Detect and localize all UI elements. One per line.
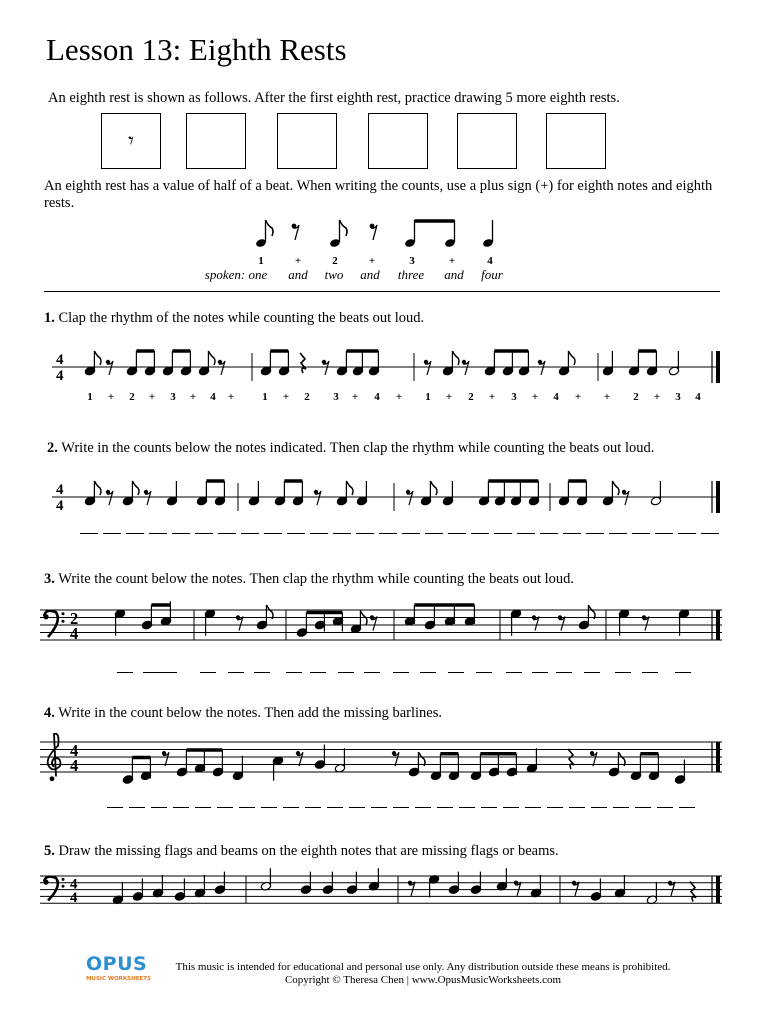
eighth-rest-icon: 𝄾	[128, 128, 134, 153]
exercise-1-count: +	[445, 391, 453, 403]
answer-blank[interactable]	[241, 533, 259, 534]
exercise-text: Write the count below the notes. Then clap the rhythm while counting the beats out loud.	[58, 571, 575, 587]
note-flag	[588, 605, 595, 619]
answer-blank[interactable]	[356, 533, 374, 534]
answer-blank[interactable]	[393, 672, 409, 673]
answer-blank[interactable]	[678, 533, 696, 534]
example-count: +	[368, 255, 376, 267]
answer-blank[interactable]	[151, 807, 167, 808]
answer-blank[interactable]	[632, 533, 650, 534]
quarter-rest	[568, 749, 574, 769]
exercise-1-count: 4	[695, 391, 701, 403]
answer-blank[interactable]	[217, 807, 233, 808]
footer-notice: This music is intended for educational and personal use only. Any distribution outside these means is prohibited.	[175, 961, 671, 973]
eighth-rest	[370, 224, 377, 240]
section-divider	[44, 291, 720, 292]
exercise-1-count: +	[574, 391, 582, 403]
spoken-word: and	[360, 267, 380, 282]
exercise-5-staff	[40, 872, 730, 912]
time-signature-top: 4	[56, 482, 64, 498]
exercise-1-count: +	[351, 391, 359, 403]
exercise-1-count: 2	[129, 391, 135, 403]
example-count: 4	[487, 255, 493, 267]
exercise-1-count: 4	[553, 391, 559, 403]
answer-blank[interactable]	[525, 807, 541, 808]
answer-blank[interactable]	[459, 807, 475, 808]
example-count: +	[294, 255, 302, 267]
answer-blank[interactable]	[591, 807, 607, 808]
answer-blank[interactable]	[364, 672, 380, 673]
example-count: 3	[409, 255, 415, 267]
answer-blank[interactable]	[437, 807, 453, 808]
answer-blank[interactable]	[448, 672, 464, 673]
answer-blank[interactable]	[80, 533, 98, 534]
logo-wordmark: OPUS	[86, 953, 148, 975]
practice-box-4[interactable]	[457, 113, 517, 169]
note-flag	[430, 481, 437, 495]
answer-blank[interactable]	[547, 807, 563, 808]
time-signature-bottom: 4	[56, 498, 64, 514]
exercise-1-count: +	[531, 391, 539, 403]
exercise-2-title	[47, 440, 654, 457]
quarter-note	[482, 220, 494, 248]
note-flag	[132, 481, 139, 495]
exercise-2-rhythm	[52, 475, 732, 519]
quarter-rest	[690, 882, 696, 902]
spoken-word: spoken: one	[204, 267, 268, 282]
answer-blank[interactable]	[569, 807, 585, 808]
answer-blank[interactable]	[481, 807, 497, 808]
exercise-1-count: 1	[87, 391, 93, 403]
answer-blank[interactable]	[517, 533, 535, 534]
answer-blank[interactable]	[503, 807, 519, 808]
answer-blank[interactable]	[609, 533, 627, 534]
quarter-rest	[300, 353, 306, 373]
exercise-1-count: 3	[511, 391, 517, 403]
exercise-1-count: +	[148, 391, 156, 403]
answer-blank[interactable]	[310, 672, 326, 673]
note-flag	[266, 605, 273, 619]
bass-clef-icon	[43, 611, 64, 637]
spoken-word: and	[444, 267, 464, 282]
exercise-1-count: 2	[468, 391, 474, 403]
answer-blank[interactable]	[254, 672, 270, 673]
note-flag	[346, 481, 353, 495]
exercise-4-staff	[40, 734, 730, 794]
intro-paragraph-1: An eighth rest is shown as follows. After the first eighth rest, practice drawing 5 more eighth rests.	[48, 90, 620, 106]
exercise-1-count: 3	[333, 391, 339, 403]
spoken-word: and	[288, 267, 308, 282]
answer-blank[interactable]	[103, 533, 121, 534]
answer-blank[interactable]	[286, 672, 302, 673]
exercise-5-title	[44, 843, 559, 860]
exercise-5-notes	[112, 868, 696, 905]
answer-blank[interactable]	[338, 672, 354, 673]
note-flag	[94, 351, 101, 365]
eighth-rest	[292, 224, 299, 240]
time-signature-bottom: 4	[56, 368, 64, 384]
answer-blank[interactable]	[540, 533, 558, 534]
time-signature-top: 4	[70, 741, 79, 760]
answer-blank[interactable]	[261, 807, 277, 808]
exercise-1-count: +	[395, 391, 403, 403]
answer-blank[interactable]	[506, 672, 522, 673]
note-flag	[208, 351, 215, 365]
exercise-1-title	[44, 310, 424, 327]
exercise-4-title	[44, 705, 442, 722]
answer-blank[interactable]	[173, 807, 189, 808]
example-count: 1	[258, 255, 264, 267]
exercise-1-count: +	[282, 391, 290, 403]
answer-blank[interactable]	[675, 672, 691, 673]
time-signature-bottom: 4	[70, 890, 78, 907]
logo-subtitle: MUSIC WORKSHEETS	[86, 976, 151, 982]
answer-blank[interactable]	[393, 807, 409, 808]
answer-blank[interactable]	[228, 672, 244, 673]
exercise-1-count: +	[488, 391, 496, 403]
answer-blank[interactable]	[195, 533, 213, 534]
answer-blank[interactable]	[584, 672, 600, 673]
answer-blank[interactable]	[126, 533, 144, 534]
exercise-1-count: 1	[262, 391, 268, 403]
answer-blank[interactable]	[655, 533, 673, 534]
answer-blank[interactable]	[172, 533, 190, 534]
answer-blank[interactable]	[476, 672, 492, 673]
exercise-1-rhythm	[52, 345, 732, 389]
time-signature-bottom: 4	[70, 624, 79, 643]
exercise-number: 1.	[44, 310, 55, 326]
example-rhythm	[240, 212, 520, 260]
exercise-text: Write in the count below the notes. Then add the missing barlines.	[58, 705, 442, 721]
answer-blank[interactable]	[287, 533, 305, 534]
answer-blank[interactable]	[563, 533, 581, 534]
exercise-1-counts	[0, 391, 768, 405]
answer-blank[interactable]	[415, 807, 431, 808]
answer-blank[interactable]	[117, 672, 133, 673]
answer-blank[interactable]	[556, 672, 572, 673]
example-count: 2	[332, 255, 338, 267]
spoken-word: three	[397, 267, 425, 282]
note-flag	[612, 481, 619, 495]
example-count: +	[448, 255, 456, 267]
exercise-1-count: 4	[374, 391, 380, 403]
page-title: Lesson 13: Eighth Rests	[46, 32, 347, 67]
answer-blank[interactable]	[327, 807, 343, 808]
answer-blank[interactable]	[448, 533, 466, 534]
exercise-3-staff	[40, 604, 730, 654]
time-signature-top: 4	[56, 352, 64, 368]
exercise-3-notes	[114, 601, 689, 640]
exercise-3-title	[44, 571, 574, 588]
spoken-word: four	[481, 267, 503, 282]
spoken-word: two	[324, 267, 344, 282]
answer-blank[interactable]	[264, 533, 282, 534]
practice-box-1[interactable]	[186, 113, 246, 169]
note-flag	[94, 481, 101, 495]
practice-box-5[interactable]	[546, 113, 606, 169]
practice-box-3[interactable]	[368, 113, 428, 169]
exercise-1-count: +	[189, 391, 197, 403]
exercise-number: 5.	[44, 843, 55, 859]
footer-copyright: Copyright © Theresa Chen | www.OpusMusicWorksheets.com	[284, 974, 562, 986]
exercise-1-count: 3	[675, 391, 681, 403]
answer-blank[interactable]	[349, 807, 365, 808]
answer-blank[interactable]	[402, 533, 420, 534]
exercise-1-count: 1	[425, 391, 431, 403]
eighth-note	[255, 220, 273, 248]
answer-blank[interactable]	[471, 533, 489, 534]
exercise-1-count: 3	[170, 391, 176, 403]
answer-blank[interactable]	[657, 807, 673, 808]
exercise-text: Clap the rhythm of the notes while counting the beats out loud.	[58, 310, 425, 326]
note-flag	[568, 351, 575, 365]
answer-blank[interactable]	[532, 672, 548, 673]
exercise-number: 4.	[44, 705, 55, 721]
exercise-text: Draw the missing flags and beams on the eighth notes that are missing flags or beams.	[58, 843, 559, 859]
answer-blank[interactable]	[195, 807, 211, 808]
note-flag	[452, 351, 459, 365]
answer-blank[interactable]	[379, 533, 397, 534]
exercise-1-count: 2	[633, 391, 639, 403]
exercise-1-count: +	[227, 391, 235, 403]
eighth-note	[329, 220, 347, 248]
exercise-number: 3.	[44, 571, 55, 587]
answer-blank[interactable]	[129, 807, 145, 808]
time-signature-top: 4	[70, 876, 78, 893]
note-flag	[618, 752, 625, 766]
answer-blank[interactable]	[283, 807, 299, 808]
answer-blank[interactable]	[310, 533, 328, 534]
answer-blank[interactable]	[679, 807, 695, 808]
exercise-1-count: 2	[304, 391, 310, 403]
answer-blank[interactable]	[494, 533, 512, 534]
note-flag	[418, 752, 425, 766]
answer-blank[interactable]	[586, 533, 604, 534]
beamed-eighth-notes	[404, 220, 456, 248]
exercise-1-count: +	[603, 391, 611, 403]
exercise-number: 2.	[47, 440, 58, 456]
answer-blank[interactable]	[218, 533, 236, 534]
answer-blank[interactable]	[420, 672, 436, 673]
answer-blank[interactable]	[305, 807, 321, 808]
answer-blank[interactable]	[149, 533, 167, 534]
answer-blank[interactable]	[615, 672, 631, 673]
answer-blank[interactable]	[371, 807, 387, 808]
bass-clef-icon	[43, 877, 64, 901]
answer-blank[interactable]	[143, 672, 177, 673]
intro-paragraph-2: An eighth rest has a value of half of a beat. When writing the counts, use a plus sign (+) for eighth notes and eighth rests.	[44, 178, 713, 211]
exercise-text: Write in the counts below the notes indicated. Then clap the rhythm while counting the beats out loud.	[61, 440, 655, 456]
exercise-1-count: +	[653, 391, 661, 403]
answer-blank[interactable]	[613, 807, 629, 808]
answer-blank[interactable]	[701, 533, 719, 534]
exercise-1-count: +	[107, 391, 115, 403]
exercise-1-count: 4	[210, 391, 216, 403]
answer-blank[interactable]	[425, 533, 443, 534]
answer-blank[interactable]	[635, 807, 651, 808]
answer-blank[interactable]	[642, 672, 658, 673]
example-eighth-rest-box	[101, 113, 161, 169]
answer-blank[interactable]	[333, 533, 351, 534]
time-signature-top: 2	[70, 609, 79, 628]
answer-blank[interactable]	[239, 807, 255, 808]
answer-blank[interactable]	[107, 807, 123, 808]
practice-box-2[interactable]	[277, 113, 337, 169]
answer-blank[interactable]	[200, 672, 216, 673]
time-signature-bottom: 4	[70, 756, 79, 775]
